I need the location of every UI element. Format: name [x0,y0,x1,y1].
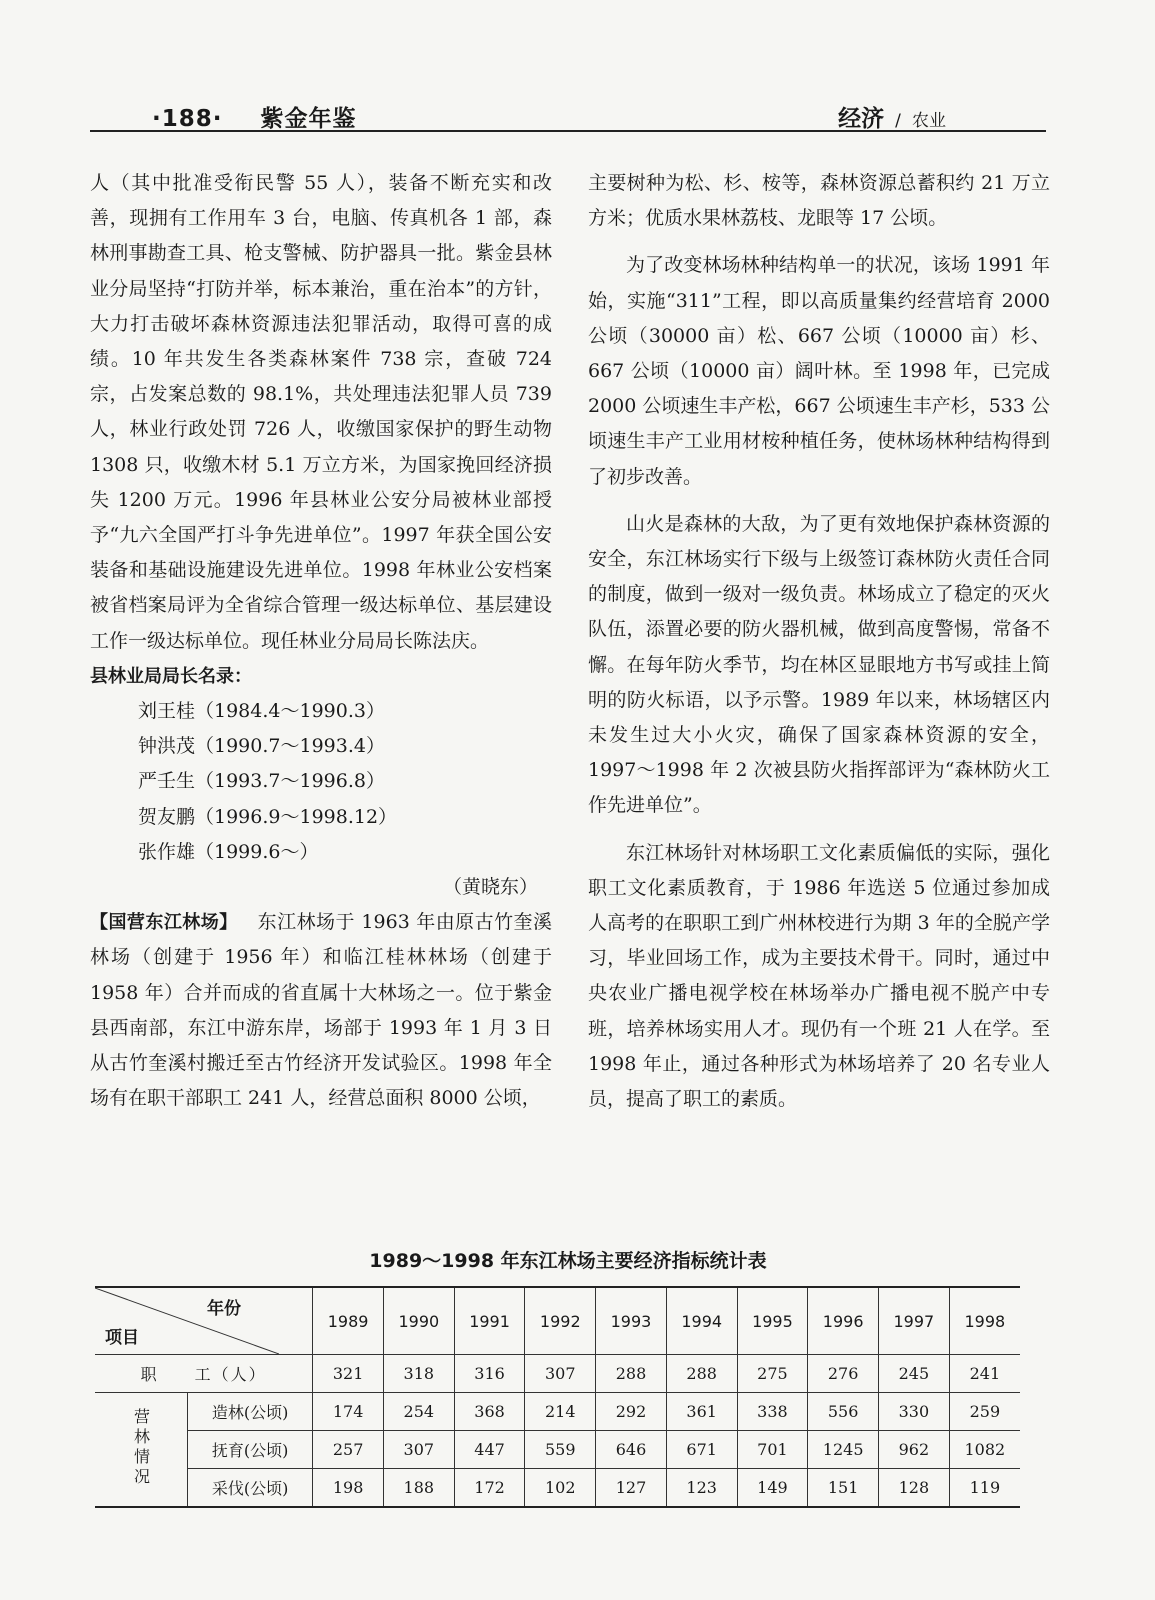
cell: 559 [525,1431,596,1469]
paragraph: 山火是森林的大敌，为了更有效地保护森林资源的安全，东江林场实行下级与上级签订森林防火责任合同的制度，做到一级对一级负责。林场成立了稳定的灭火队伍，添置必要的防火器机械，做到高度警惕，常备不懈。在每年防火季节，均在林区显眼地方书写或挂上简明的防火标语，以予示警。1989 年以来，林场辖区内未发生过大小火灾，确保了国家森林资源的安全，1997～1998 年 2 次被县防火指挥部评为“森林防火工作先进单位”。 [588,512,1050,817]
corner-item-label: 项目 [105,1328,139,1348]
row-label-felling: 采伐(公顷) [188,1469,313,1508]
list-item: 钟洪茂（1990.7～1993.4） [138,735,385,758]
cell: 671 [666,1431,737,1469]
table-row [95,1431,1020,1469]
cell: 318 [383,1355,454,1393]
cell: 556 [808,1393,879,1431]
cell: 307 [383,1431,454,1469]
cell: 307 [525,1355,596,1393]
row-label-tending: 抚育(公顷) [188,1431,313,1469]
list-title: 县林业局局长名录： [90,665,252,687]
cell: 214 [525,1393,596,1431]
header-left [152,100,357,133]
year-cell: 1990 [383,1287,454,1355]
year-cell: 1991 [454,1287,525,1355]
cell: 174 [313,1393,384,1431]
cell: 288 [666,1355,737,1393]
list-item: 刘王桂（1984.4～1990.3） [138,700,385,723]
cell: 172 [454,1469,525,1508]
group-label-cell [95,1393,188,1508]
subsection-name: 农业 [912,111,946,131]
year-cell: 1993 [596,1287,667,1355]
cell: 102 [525,1469,596,1508]
cell: 241 [949,1355,1020,1393]
header-separator: / [895,111,901,131]
cell: 188 [383,1469,454,1508]
cell: 330 [879,1393,950,1431]
cell: 123 [666,1469,737,1508]
cell: 151 [808,1469,879,1508]
header-rule [90,130,1046,132]
header-right [838,100,946,133]
cell: 962 [879,1431,950,1469]
cell: 338 [737,1393,808,1431]
entry-paragraph [90,905,552,1116]
entry-title: 【国营东江林场】 [90,912,238,934]
year-cell: 1992 [525,1287,596,1355]
book-title: 紫金年鉴 [260,106,357,132]
left-column [90,166,552,1116]
list-item: 张作雄（1999.6～） [138,840,319,863]
year-cell: 1997 [879,1287,950,1355]
cell: 292 [596,1393,667,1431]
stats-table [95,1286,1020,1508]
row-label-staff: 职 工（人） [95,1355,313,1393]
cell: 257 [313,1431,384,1469]
table-header-row [95,1287,1020,1355]
list-item: 严壬生（1993.7～1996.8） [138,770,385,793]
year-cell: 1998 [949,1287,1020,1355]
table-row [95,1393,1020,1431]
cell: 368 [454,1393,525,1431]
cell: 447 [454,1431,525,1469]
section-name: 经济 [838,106,885,132]
year-cell: 1994 [666,1287,737,1355]
cell: 275 [737,1355,808,1393]
author-credit: （黄晓东） [442,876,538,899]
cell: 361 [666,1393,737,1431]
corner-cell [95,1287,313,1355]
cell: 276 [808,1355,879,1393]
cell: 701 [737,1431,808,1469]
cell: 646 [596,1431,667,1469]
director-list [90,659,552,870]
table-row [95,1469,1020,1508]
cell: 198 [313,1469,384,1508]
cell: 128 [879,1469,950,1508]
row-label-afforest: 造林(公顷) [188,1393,313,1431]
paragraph: 主要树种为松、杉、桉等，森林资源总蓄积约 21 万立方米；优质水果林荔枝、龙眼等 17 公顷。 [588,172,1050,230]
table-row [95,1355,1020,1393]
cell: 1245 [808,1431,879,1469]
cell: 254 [383,1393,454,1431]
entry-text: 东江林场于 1963 年由原古竹奎溪林场（创建于 1956 年）和临江桂林林场（创建于 1958 年）合并而成的省直属十大林场之一。位于紫金县西南部，东江中游东岸，场部于 1993 年 1 月 3 日从古竹奎溪村搬迁至古竹经济开发试验区。1998 年全场有在职干部职工 241 人，经营总面积 8000 公顷， [90,911,553,1110]
year-cell: 1996 [808,1287,879,1355]
cell: 316 [454,1355,525,1393]
cell: 321 [313,1355,384,1393]
cell: 1082 [949,1431,1020,1469]
paragraph: 东江林场针对林场职工文化素质偏低的实际，强化职工文化素质教育，于 1986 年选送 5 位通过参加成人高考的在职职工到广州林校进行为期 3 年的全脱产学习，毕业回场工作，成为主要技术骨干。同时，通过中央农业广播电视学校在林场举办广播电视不脱产中专班，培养林场实用人才。现仍有一个班 21 人在学。至 1998 年止，通过各种形式为林场培养了 20 名专业人员，提高了职工的素质。 [588,841,1050,1111]
cell: 127 [596,1469,667,1508]
table-title: 1989～1998 年东江林场主要经济指标统计表 [369,1250,767,1272]
cell: 259 [949,1393,1020,1431]
page-number: ·188· [152,106,223,132]
cell: 119 [949,1469,1020,1508]
group-label: 营林情况 [131,1407,151,1488]
year-cell: 1995 [737,1287,808,1355]
right-column [588,166,1050,1117]
cell: 149 [737,1469,808,1508]
list-item: 贺友鹏（1996.9～1998.12） [138,805,398,828]
year-cell: 1989 [313,1287,384,1355]
paragraph: 人（其中批准受衔民警 55 人），装备不断充实和改善，现拥有工作用车 3 台，电脑、传真机各 1 部，森林刑事勘查工具、枪支警械、防护器具一批。紫金县林业分局坚持“打防并举，标本兼治，重在治本”的方针，大力打击破坏森林资源违法犯罪活动，取得可喜的成绩。10 年共发生各类森林案件 738 宗，查破 724 宗，占发案总数的 98.1%，共处理违法犯罪人员 739 人，林业行政处罚 726 人，收缴国家保护的野生动物 1308 只，收缴木材 5.1 万立方米，为国家挽回经济损失 1200 万元。1996 年县林业公安分局被林业部授予“九六全国严打斗争先进单位”。1997 年获全国公安装备和基础设施建设先进单位。1998 年林业公安档案被省档案局评为全省综合管理一级达标单位、基层建设工作一级达标单位。现任林业分局局长陈法庆。 [90,172,552,652]
paragraph: 为了改变林场林种结构单一的状况，该场 1991 年始，实施“311”工程，即以高质量集约经营培育 2000 公顷（30000 亩）松、667 公顷（10000 亩）杉、667 公顷（10000 亩）阔叶林。至 1998 年，已完成 2000 公顷速生丰产松，667 公顷速生丰产杉，533 公顷速生丰产工业用材桉种植任务，使林场林种结构得到了初步改善。 [588,254,1051,488]
corner-year-label: 年份 [207,1299,241,1319]
cell: 288 [596,1355,667,1393]
cell: 245 [879,1355,950,1393]
